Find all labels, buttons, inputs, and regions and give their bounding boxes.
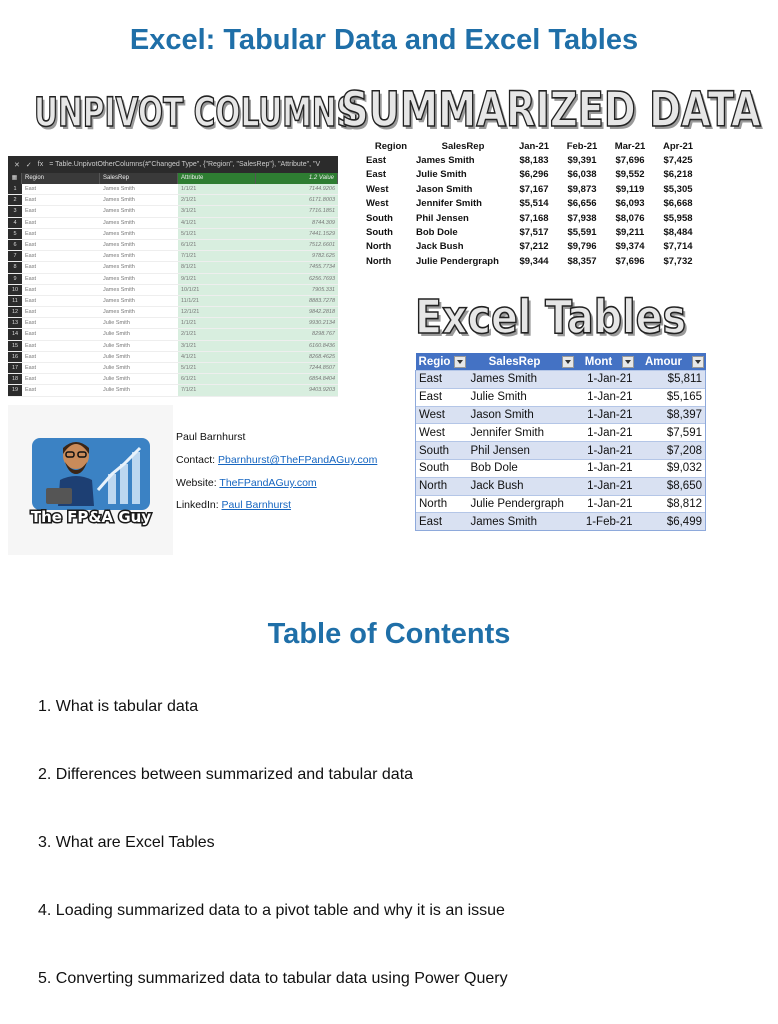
- pq-cell: 2/1/21: [178, 195, 256, 205]
- summarized-cell: Julie Pendergraph: [416, 255, 499, 267]
- pq-row-number: 19: [8, 385, 22, 395]
- pq-cell: 6/1/21: [178, 240, 256, 250]
- summarized-cell: $9,391: [567, 155, 597, 167]
- excel-table-cell[interactable]: West: [416, 406, 468, 424]
- excel-table-cell[interactable]: 1-Feb-21: [576, 513, 636, 531]
- pq-row[interactable]: [8, 341, 338, 352]
- excel-table-cell[interactable]: $8,397: [636, 406, 706, 424]
- pq-body: [8, 184, 338, 397]
- pq-cell: East: [25, 219, 37, 226]
- pq-row-number: 2: [8, 195, 22, 205]
- excel-table-cell[interactable]: $5,165: [636, 388, 706, 406]
- summarized-cell: West: [366, 183, 389, 195]
- formula-text[interactable]: = Table.UnpivotOtherColumns(#"Changed Type", {"Region", "SalesRep"}, "Attribute", "V: [49, 161, 321, 168]
- pq-cell: Julie Smith: [103, 365, 130, 371]
- pq-cell: East: [25, 320, 37, 327]
- formula-bar: [8, 156, 338, 173]
- excel-table-cell[interactable]: East: [416, 513, 468, 531]
- summarized-column-header: Jan-21: [518, 140, 550, 152]
- pq-row[interactable]: [8, 318, 338, 329]
- pq-cell: East: [25, 208, 37, 215]
- excel-table-cell[interactable]: Julie Pendergraph: [468, 495, 576, 513]
- excel-table-cell[interactable]: Jason Smith: [468, 406, 576, 424]
- pq-cell: 7144.9206: [256, 184, 338, 194]
- column-header-label: Regio: [418, 355, 451, 368]
- pq-cell: 3/1/21: [178, 206, 256, 216]
- summarized-cell: $8,484: [663, 227, 693, 239]
- pq-row-number: 17: [8, 363, 22, 373]
- pq-row[interactable]: [8, 385, 338, 396]
- pq-cell: James Smith: [103, 241, 135, 248]
- pq-header-row: [8, 173, 338, 184]
- table-row[interactable]: [416, 424, 706, 442]
- pq-cell: 7/1/21: [178, 251, 256, 261]
- summarized-column-header: Mar-21: [614, 140, 646, 152]
- pq-row-number: 12: [8, 307, 22, 317]
- pq-cell: James Smith: [103, 186, 135, 192]
- pq-cell: Julie Smith: [103, 387, 130, 394]
- summarized-cell: $9,211: [615, 227, 645, 239]
- table-row: [362, 168, 702, 182]
- summarized-cell: Jason Smith: [416, 183, 473, 195]
- excel-table-cell[interactable]: Phil Jensen: [468, 442, 576, 460]
- pq-row[interactable]: [8, 218, 338, 229]
- excel-table-cell[interactable]: Jennifer Smith: [468, 424, 576, 442]
- pq-cell: East: [25, 275, 37, 282]
- summarized-cell: $5,591: [567, 227, 597, 239]
- pq-cell: 9403.9203: [256, 385, 338, 395]
- summarized-column-header: Feb-21: [566, 140, 598, 152]
- toc-item: 1. What is tabular data: [38, 698, 199, 715]
- pq-cell: James Smith: [103, 286, 135, 293]
- excel-table-column-header[interactable]: [576, 353, 636, 371]
- pq-cell: East: [25, 387, 37, 394]
- summarized-cell: $7,168: [519, 212, 549, 224]
- pq-cell: Julie Smith: [103, 353, 130, 360]
- summarized-cell: $5,514: [519, 198, 549, 210]
- pq-row[interactable]: [8, 363, 338, 374]
- table-row[interactable]: [416, 442, 706, 460]
- pq-cell: James Smith: [103, 297, 135, 304]
- pq-cell: 11/1/21: [178, 296, 256, 306]
- pq-row[interactable]: [8, 262, 338, 273]
- excel-table-cell[interactable]: South: [416, 459, 468, 477]
- pq-row-number: 10: [8, 285, 22, 295]
- table-row: [362, 240, 702, 254]
- pq-cell: 6171.8003: [256, 195, 338, 205]
- summarized-cell: East: [366, 169, 387, 181]
- table-row: [362, 182, 702, 196]
- excel-table-cell[interactable]: Bob Dole: [468, 459, 576, 477]
- summarized-cell: $7,425: [663, 155, 693, 167]
- page-title: Excel: Tabular Data and Excel Tables: [129, 24, 639, 56]
- pq-cell: 9930.2134: [256, 318, 338, 328]
- pq-cell: James Smith: [103, 219, 135, 226]
- pq-cell: East: [25, 365, 37, 371]
- summarized-heading: SUMMARIZED DATA: [341, 82, 761, 138]
- filter-dropdown-icon[interactable]: [622, 356, 634, 368]
- excel-table-cell[interactable]: James Smith: [468, 371, 576, 389]
- website-line: [176, 477, 317, 489]
- table-row[interactable]: [416, 495, 706, 513]
- table-row[interactable]: [416, 459, 706, 477]
- pq-cell: 5/1/21: [178, 229, 256, 239]
- contact-label: Contact:: [176, 454, 216, 466]
- summarized-cell: $9,119: [615, 183, 645, 195]
- check-icon[interactable]: ✓: [25, 161, 32, 169]
- excel-table-cell[interactable]: South: [416, 442, 468, 460]
- pq-cell: 8883.7278: [256, 296, 338, 306]
- excel-table-cell[interactable]: Jack Bush: [468, 477, 576, 495]
- website-label: Website:: [176, 477, 217, 489]
- summarized-cell: $6,656: [567, 198, 597, 210]
- pq-cell: East: [25, 197, 37, 204]
- pq-cell: 1/1/21: [178, 184, 256, 194]
- pq-cell: East: [25, 331, 37, 338]
- pq-cell: 4/1/21: [178, 352, 256, 362]
- pq-cell: East: [25, 241, 37, 248]
- table-row[interactable]: [416, 406, 706, 424]
- summarized-cell: $7,167: [519, 183, 549, 195]
- excel-table-cell[interactable]: 1-Jan-21: [576, 424, 636, 442]
- pq-cell: 7/1/21: [178, 385, 256, 395]
- summarized-cell: $7,696: [615, 155, 645, 167]
- excel-table-cell[interactable]: Julie Smith: [468, 388, 576, 406]
- pq-cell: 7244.8507: [256, 363, 338, 373]
- pq-cell: East: [25, 186, 37, 192]
- pq-cell: East: [25, 253, 37, 260]
- table-row: [362, 197, 702, 211]
- excel-table-cell[interactable]: $8,812: [636, 495, 706, 513]
- excel-table-cell[interactable]: $5,811: [636, 371, 706, 389]
- pq-row[interactable]: [8, 206, 338, 217]
- pq-cell: Julie Smith: [103, 376, 130, 383]
- pq-cell: 3/1/21: [178, 341, 256, 351]
- column-header-label: Mont: [584, 355, 613, 368]
- excel-table-cell[interactable]: 1-Jan-21: [576, 477, 636, 495]
- summarized-cell: $5,958: [663, 212, 693, 224]
- toc-item: 5. Converting summarized data to tabular data using Power Query: [38, 970, 508, 987]
- pq-cell: East: [25, 297, 37, 304]
- pq-row-number: 13: [8, 318, 22, 328]
- pq-row-number: 14: [8, 329, 22, 339]
- summarized-cell: $7,696: [615, 255, 645, 267]
- fpa-guy-logo: [28, 434, 154, 526]
- pq-column-header[interactable]: Attribute: [178, 173, 256, 184]
- summarized-column-header: Region: [374, 140, 408, 152]
- excel-table-cell[interactable]: $9,032: [636, 459, 706, 477]
- excel-table-cell[interactable]: West: [416, 424, 468, 442]
- summarized-cell: $9,873: [567, 183, 597, 195]
- close-icon[interactable]: ✕: [14, 161, 20, 169]
- pq-cell: Julie Smith: [103, 320, 130, 327]
- pq-row-number: 6: [8, 240, 22, 250]
- email-link[interactable]: Pbarnhurst@TheFPandAGuy.com: [218, 454, 378, 466]
- summarized-cell: $7,732: [663, 255, 693, 267]
- summarized-column-header: SalesRep: [441, 140, 485, 152]
- pq-column-header[interactable]: Region: [22, 173, 100, 184]
- excel-table-cell[interactable]: 1-Jan-21: [576, 442, 636, 460]
- pq-row[interactable]: [8, 184, 338, 195]
- summarized-cell: North: [366, 255, 392, 267]
- summarized-cell: James Smith: [416, 155, 475, 167]
- excel-table-cell[interactable]: 1-Jan-21: [576, 459, 636, 477]
- pq-row[interactable]: [8, 229, 338, 240]
- summarized-cell: $9,344: [519, 255, 549, 267]
- summarized-cell: Jennifer Smith: [416, 198, 482, 210]
- pq-row-number: 5: [8, 229, 22, 239]
- table-row[interactable]: [416, 388, 706, 406]
- excel-table-cell[interactable]: 1-Jan-21: [576, 371, 636, 389]
- pq-row-number: 7: [8, 251, 22, 261]
- summarized-cell: West: [366, 198, 389, 210]
- pq-cell: 8268.4625: [256, 352, 338, 362]
- pq-row-number: 16: [8, 352, 22, 362]
- excel-table-cell[interactable]: North: [416, 495, 468, 513]
- power-query-preview: [8, 156, 338, 394]
- summarized-cell: $7,212: [519, 241, 549, 253]
- author-name: Paul Barnhurst: [176, 431, 246, 443]
- pq-cell: 8298.767: [256, 329, 338, 339]
- table-grid-icon[interactable]: ▦: [8, 173, 22, 184]
- filter-dropdown-icon[interactable]: [562, 356, 574, 368]
- summarized-cell: $9,374: [615, 241, 645, 253]
- pq-row-number: 8: [8, 262, 22, 272]
- logo-bar: [132, 452, 140, 504]
- pq-row-number: 3: [8, 206, 22, 216]
- summarized-cell: $7,714: [663, 241, 693, 253]
- summarized-cell: $6,038: [567, 169, 597, 181]
- summarized-cell: South: [366, 212, 393, 224]
- pq-cell: James Smith: [103, 275, 135, 282]
- summarized-header-row: [362, 139, 702, 153]
- column-header-label: SalesRep: [488, 355, 541, 368]
- summarized-cell: Julie Smith: [416, 169, 467, 181]
- pq-cell: Julie Smith: [103, 342, 130, 349]
- excel-table-column-header[interactable]: [636, 353, 706, 371]
- contact-line: [176, 454, 377, 466]
- pq-cell: East: [25, 342, 37, 349]
- summarized-cell: $6,218: [663, 169, 693, 181]
- pq-cell: 4/1/21: [178, 218, 256, 228]
- summarized-cell: $5,305: [663, 183, 693, 195]
- pq-row[interactable]: [8, 329, 338, 340]
- table-row: [362, 153, 702, 167]
- pq-cell: 8/1/21: [178, 262, 256, 272]
- filter-dropdown-icon[interactable]: [454, 356, 466, 368]
- pq-row[interactable]: [8, 274, 338, 285]
- summarized-cell: $8,076: [615, 212, 645, 224]
- table-row[interactable]: [416, 371, 706, 389]
- summarized-cell: $9,552: [615, 169, 645, 181]
- pq-cell: East: [25, 353, 37, 360]
- summarized-cell: $9,796: [567, 241, 597, 253]
- excel-tables-heading: Excel Tables: [415, 290, 686, 344]
- pq-cell: 9/1/21: [178, 274, 256, 284]
- summarized-cell: Jack Bush: [416, 241, 464, 253]
- pq-row[interactable]: [8, 352, 338, 363]
- summarized-cell: $6,296: [519, 169, 549, 181]
- pq-cell: 6160.8436: [256, 341, 338, 351]
- linkedin-link[interactable]: Paul Barnhurst: [221, 499, 292, 511]
- logo-bar: [120, 464, 128, 504]
- summarized-column-header: Apr-21: [662, 140, 694, 152]
- pq-cell: James Smith: [103, 264, 135, 271]
- pq-row-number: 9: [8, 274, 22, 284]
- pq-cell: 7716.1851: [256, 206, 338, 216]
- pq-cell: James Smith: [103, 309, 135, 316]
- pq-cell: East: [25, 376, 37, 383]
- summarized-cell: $8,357: [567, 255, 597, 267]
- logo-laptop: [46, 488, 72, 504]
- summarized-cell: North: [366, 241, 392, 253]
- pq-cell: James Smith: [103, 253, 135, 260]
- summarized-cell: $6,093: [615, 198, 645, 210]
- pq-cell: 6/1/21: [178, 374, 256, 384]
- pq-cell: 7512.6601: [256, 240, 338, 250]
- pq-cell: 9842.2818: [256, 307, 338, 317]
- pq-cell: 9782.625: [256, 251, 338, 261]
- excel-table-column-header[interactable]: [468, 353, 576, 371]
- summarized-cell: $8,183: [519, 155, 549, 167]
- pq-row-number: 4: [8, 218, 22, 228]
- table-row[interactable]: [416, 477, 706, 495]
- pq-cell: 10/1/21: [178, 285, 256, 295]
- summarized-cell: East: [366, 155, 387, 167]
- logo-text: The FP&A Guy: [30, 508, 152, 526]
- excel-table-cell[interactable]: $6,499: [636, 513, 706, 531]
- summarized-table: [362, 139, 702, 269]
- excel-table-cell[interactable]: James Smith: [468, 513, 576, 531]
- pq-row[interactable]: [8, 296, 338, 307]
- pq-row[interactable]: [8, 251, 338, 262]
- pq-cell: 1/1/21: [178, 318, 256, 328]
- toc-title: Table of Contents: [267, 618, 511, 650]
- unpivot-heading: UNPIVOT COLUMNS: [34, 90, 358, 136]
- toc-item: 4. Loading summarized data to a pivot table and why it is an issue: [38, 902, 505, 919]
- pq-cell: James Smith: [103, 208, 135, 215]
- pq-cell: East: [25, 230, 37, 237]
- summarized-cell: Bob Dole: [416, 227, 458, 239]
- pq-cell: 7905.331: [256, 285, 338, 295]
- fx-icon: fx: [37, 161, 44, 168]
- pq-cell: 2/1/21: [178, 329, 256, 339]
- excel-table-cell[interactable]: East: [416, 371, 468, 389]
- summarized-cell: Phil Jensen: [416, 212, 469, 224]
- pq-cell: Julie Smith: [103, 331, 130, 338]
- summarized-cell: South: [366, 227, 393, 239]
- excel-table-cell[interactable]: 1-Jan-21: [576, 388, 636, 406]
- pq-cell: East: [25, 286, 37, 293]
- pq-cell: 5/1/21: [178, 363, 256, 373]
- pq-cell: 6256.7693: [256, 274, 338, 284]
- excel-table-cell[interactable]: 1-Jan-21: [576, 406, 636, 424]
- toc-item: 3. What are Excel Tables: [38, 834, 215, 851]
- excel-table-cell[interactable]: East: [416, 388, 468, 406]
- excel-table-column-header[interactable]: [416, 353, 468, 371]
- table-row: [362, 211, 702, 225]
- pq-row[interactable]: [8, 374, 338, 385]
- pq-cell: 7455.7734: [256, 262, 338, 272]
- table-row[interactable]: [416, 513, 706, 531]
- pq-column-header[interactable]: 1.2 Value: [256, 173, 338, 184]
- pq-row[interactable]: [8, 307, 338, 318]
- excel-table-cell[interactable]: 1-Jan-21: [576, 495, 636, 513]
- excel-table-cell[interactable]: $8,650: [636, 477, 706, 495]
- summarized-cell: $7,517: [519, 227, 549, 239]
- pq-row[interactable]: [8, 285, 338, 296]
- linkedin-label: LinkedIn:: [176, 499, 219, 511]
- pq-row-number: 18: [8, 374, 22, 384]
- excel-table-cell[interactable]: $7,208: [636, 442, 706, 460]
- pq-cell: James Smith: [103, 197, 135, 204]
- table-row: [362, 254, 702, 268]
- pq-row[interactable]: [8, 240, 338, 251]
- excel-table-header-row: [416, 353, 706, 371]
- excel-table-cell[interactable]: $7,591: [636, 424, 706, 442]
- pq-cell: East: [25, 264, 37, 271]
- website-link[interactable]: TheFPandAGuy.com: [219, 477, 317, 489]
- pq-cell: 8744.309: [256, 218, 338, 228]
- pq-cell: James Smith: [103, 230, 135, 237]
- toc-item: 2. Differences between summarized and tabular data: [38, 766, 414, 783]
- summarized-cell: $7,938: [567, 212, 597, 224]
- column-header-label: Amour: [644, 355, 683, 368]
- pq-column-header[interactable]: SalesRep: [100, 173, 178, 184]
- pq-row-number: 11: [8, 296, 22, 306]
- pq-cell: East: [25, 309, 37, 316]
- pq-row[interactable]: [8, 195, 338, 206]
- filter-dropdown-icon[interactable]: [692, 356, 704, 368]
- pq-cell: 6854.8404: [256, 374, 338, 384]
- excel-table: [415, 353, 706, 531]
- excel-table-cell[interactable]: North: [416, 477, 468, 495]
- pq-row-number: 1: [8, 184, 22, 194]
- table-row: [362, 225, 702, 239]
- pq-row-number: 15: [8, 341, 22, 351]
- linkedin-line: [176, 499, 291, 511]
- pq-cell: 7441.1529: [256, 229, 338, 239]
- summarized-cell: $6,668: [663, 198, 693, 210]
- pq-cell: 12/1/21: [178, 307, 256, 317]
